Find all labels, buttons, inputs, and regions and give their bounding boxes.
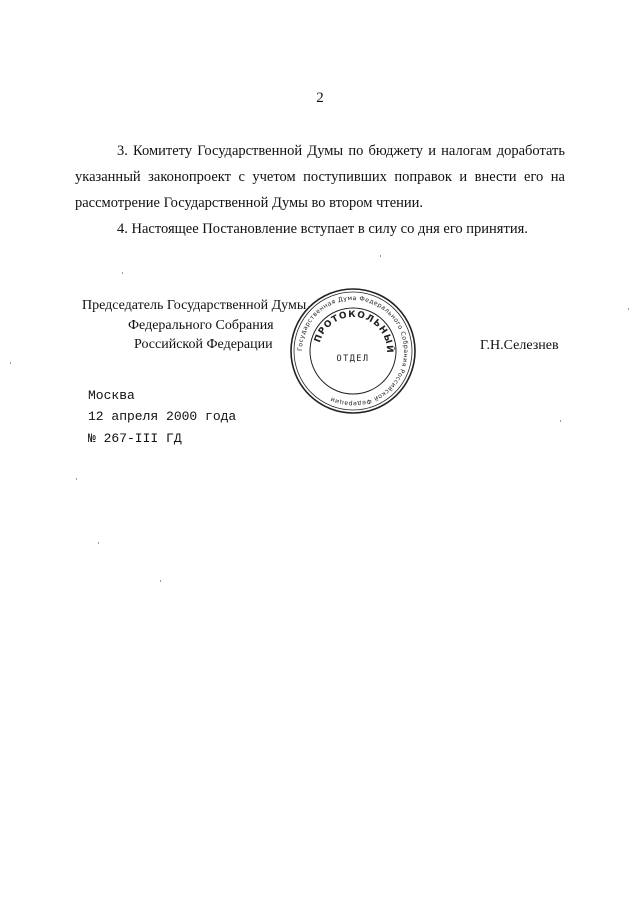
- document-number: № 267-III ГД: [88, 431, 182, 446]
- scan-speck: [560, 420, 561, 422]
- scan-speck: [76, 478, 77, 480]
- signatory-title-line-2: Федерального Собрания: [128, 318, 274, 333]
- scan-speck: [628, 308, 629, 310]
- document-date: 12 апреля 2000 года: [88, 409, 237, 424]
- stamp-inner-text: ПРОТОКОЛЬНЫЙ: [313, 309, 395, 354]
- signatory-title-line-3: Российской Федерации: [134, 337, 273, 352]
- paragraph-4: 4. Настоящее Постановление вступает в силу со дня его принятия.: [117, 221, 528, 237]
- city: Москва: [88, 388, 135, 403]
- scan-speck: [10, 362, 11, 364]
- scan-speck: [98, 542, 99, 544]
- scan-speck: [160, 580, 161, 582]
- signatory-name: Г.Н.Селезнев: [480, 338, 559, 353]
- official-stamp: [288, 286, 418, 416]
- stamp-outer-text: Государственная Дума Федерального Собрания Российской Федерации: [296, 294, 410, 408]
- page-number: 2: [316, 90, 324, 106]
- scan-speck: [122, 272, 123, 274]
- paragraph-3: 3. Комитету Государственной Думы по бюджету и налогам доработать указанный законопроект с учетом поступивших поправок и внести его на рассмотрение Государственной Думы во втором чтении.: [75, 143, 565, 211]
- svg-text:ПРОТОКОЛЬНЫЙ: [313, 310, 396, 354]
- stamp-center-text: ОТДЕЛ: [336, 354, 370, 364]
- signatory-title-line-1: Председатель Государственной Думы: [82, 298, 307, 313]
- scan-speck: [380, 255, 381, 257]
